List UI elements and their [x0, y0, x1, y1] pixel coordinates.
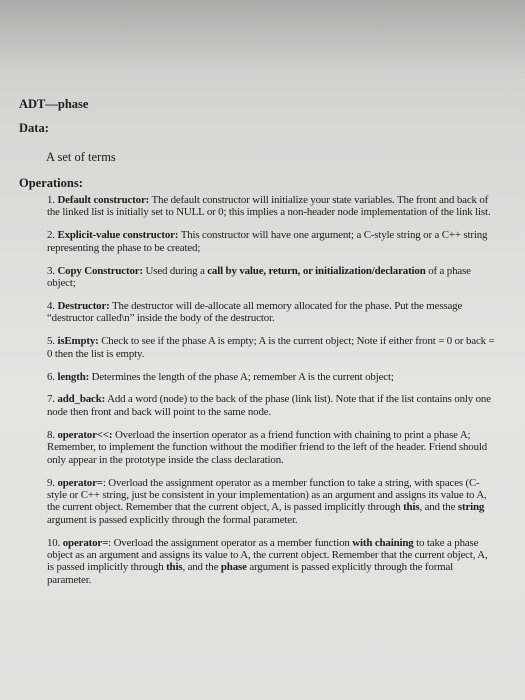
operation-item-4 — [47, 300, 495, 325]
operation-name: Default constructor: — [57, 194, 150, 206]
operation-number: 8. — [47, 428, 55, 441]
operation-text: The destructor will de-allocate all memory allocated for the phase. Put the message “destructor called\n” inside the body of the destructor. — [47, 299, 463, 325]
operation-name: Destructor: — [57, 299, 110, 312]
operation-item-9 — [47, 477, 495, 527]
operation-text-part: : Overload the assignment operator as a member function — [108, 536, 350, 549]
data-item: A set of terms — [46, 150, 116, 164]
operation-text: Determines the length of the phase A; remember A is the current object; — [91, 370, 394, 383]
operation-text-bold: phase — [220, 561, 247, 574]
operation-number: 5. — [47, 335, 55, 348]
operation-text-bold: this — [403, 501, 420, 514]
operation-text-part: : Overload the assignment operator as a member function to take a string, with spaces (C-style or C++ string, just be consistent in your implementation) as an argument and assigns its value to A, the current object. Remember that the current object, A, is passed implicitly through — [47, 476, 487, 514]
operation-number: 4. — [47, 299, 55, 312]
operation-text-part: , and the — [182, 561, 219, 574]
operation-name: Copy Constructor: — [57, 264, 143, 277]
operation-item-10 — [47, 537, 495, 587]
operation-name: length: — [57, 370, 90, 383]
operations-heading: Operations: — [19, 176, 83, 190]
operation-text-bold: string — [457, 501, 485, 514]
operation-text: This constructor will have one argument; a C-style string or a C++ string representing the phase to be created; — [47, 229, 488, 254]
operation-name: operator= — [62, 536, 109, 549]
operation-name: Explicit-value constructor: — [57, 229, 179, 242]
operation-item-5 — [47, 335, 495, 360]
operation-name: isEmpty: — [57, 335, 99, 348]
operation-number: 9. — [47, 476, 55, 489]
operation-item-2 — [47, 229, 495, 254]
operation-number: 6. — [47, 370, 55, 383]
operation-number: 3. — [47, 264, 55, 277]
operation-item-8 — [47, 429, 495, 466]
operation-text-bold: with chaining — [352, 536, 414, 549]
operation-number: 1. — [47, 194, 55, 206]
operation-item-1 — [47, 194, 495, 219]
operation-text — [47, 537, 488, 586]
operation-text-part: to take a phase object as an argument and assigns its value to A, the current object. Remember that the current object, A, is passed implicitly through — [47, 536, 488, 574]
operation-name: add_back: — [57, 393, 106, 406]
operation-text — [47, 477, 487, 526]
operation-text-part: , and the — [419, 501, 456, 514]
operations-list — [47, 194, 495, 597]
operation-number: 2. — [47, 229, 55, 242]
operation-name: operator<<: — [57, 428, 113, 441]
operation-item-6 — [47, 371, 495, 383]
operation-text-part: argument is passed explicitly through the formal parameter. — [47, 561, 454, 586]
data-heading: Data: — [19, 121, 49, 135]
operation-text: Check to see if the phase A is empty; A is the current object; Note if either front = 0 or back = 0 then the list is empty. — [47, 335, 495, 360]
operation-number: 7. — [47, 393, 55, 406]
operation-item-7 — [47, 393, 495, 418]
operation-text-part: Used during a — [145, 264, 205, 277]
operation-text: The default constructor will initialize your state variables. The front and back of the linked list is initially set to NULL or 0; this implies a non-header node implementation of the link list. — [47, 194, 491, 219]
operation-name: operator= — [57, 476, 103, 489]
operation-text: Overload the insertion operator as a friend function with chaining to print a phase A; Remember, to implement the function without the modifier friend to the left of the header. Friend should only appear in the prototype inside the class declaration. — [47, 428, 488, 466]
operation-text-part: of a phase object; — [47, 264, 471, 290]
operation-text-part: argument is passed explicitly through the formal parameter. — [47, 513, 298, 526]
operation-text-bold: call by value, return, or initialization/declaration — [207, 264, 426, 277]
operation-item-3 — [47, 265, 495, 290]
document-title: ADT—phase — [19, 97, 89, 111]
operation-number: 10. — [47, 536, 61, 549]
operation-text: Add a word (node) to the back of the phase (link list). Note that if the list contains only one node then front and back will point to the same node. — [47, 393, 491, 418]
operation-text-bold: this — [166, 561, 183, 574]
page-shadow — [0, 0, 525, 70]
